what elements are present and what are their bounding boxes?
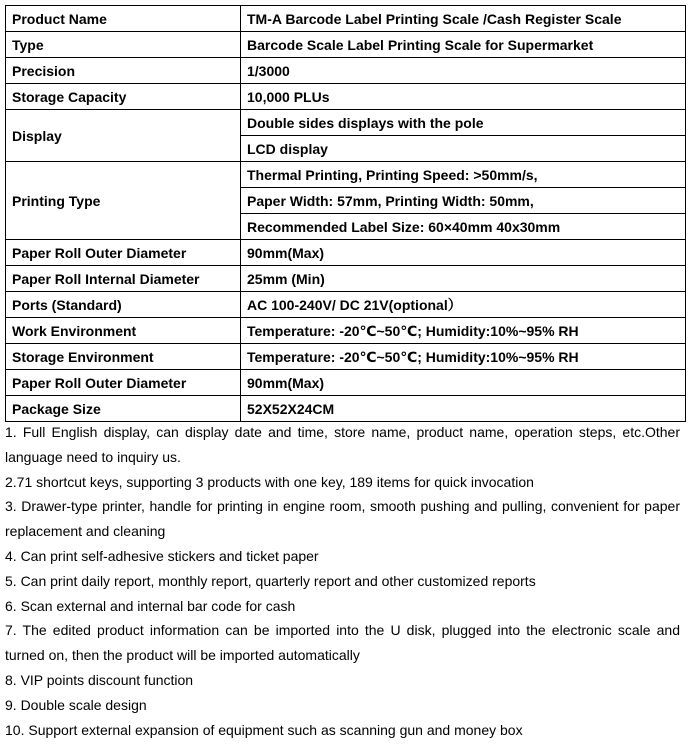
- feature-note: 4. Can print self-adhesive stickers and ticket paper: [5, 547, 319, 564]
- internal-diameter-value: 25mm (Min): [241, 266, 686, 292]
- table-row: [6, 318, 686, 344]
- spec-table: [5, 5, 686, 422]
- storage-environment-value: Temperature: -20℃~50℃; Humidity:10%~95% RH: [241, 344, 686, 370]
- table-row: [6, 110, 686, 136]
- display-value: LCD display: [241, 136, 686, 162]
- display-label: Display: [6, 110, 241, 162]
- table-row: [6, 162, 686, 188]
- internal-diameter-label: Paper Roll Internal Diameter: [6, 266, 241, 292]
- outer-diameter-value: 90mm(Max): [241, 370, 686, 396]
- ports-label: Ports (Standard): [6, 292, 241, 318]
- feature-note: 6. Scan external and internal bar code for cash: [5, 597, 296, 614]
- feature-note: 3. Drawer-type printer, handle for printing in engine room, smooth pushing and pulling, convenient for paper replacement and cleaning: [5, 498, 680, 540]
- type-value: Barcode Scale Label Printing Scale for Supermarket: [241, 32, 686, 58]
- work-environment-value: Temperature: -20℃~50℃; Humidity:10%~95% RH: [241, 318, 686, 344]
- storage-environment-label: Storage Environment: [6, 344, 241, 370]
- product-name-label: Product Name: [6, 6, 241, 32]
- feature-note: 7. The edited product information can be imported into the U disk, plugged into the electronic scale and turned on, then the product will be imported automatically: [5, 622, 680, 664]
- feature-note: 5. Can print daily report, monthly report, quarterly report and other customized reports: [5, 572, 536, 589]
- table-row: [6, 58, 686, 84]
- outer-diameter-label: Paper Roll Outer Diameter: [6, 240, 241, 266]
- table-row: [6, 6, 686, 32]
- ports-value: AC 100-240V/ DC 21V(optional）: [241, 292, 686, 318]
- printing-type-value: Thermal Printing, Printing Speed: >50mm/s,: [241, 162, 686, 188]
- table-row: [6, 32, 686, 58]
- feature-note: 9. Double scale design: [5, 696, 147, 713]
- feature-note: 10. Support external expansion of equipment such as scanning gun and money box: [5, 721, 523, 738]
- table-row: [6, 396, 686, 422]
- printing-type-value: Recommended Label Size: 60×40mm 40x30mm: [241, 214, 686, 240]
- storage-capacity-label: Storage Capacity: [6, 84, 241, 110]
- package-size-value: 52X52X24CM: [241, 396, 686, 422]
- printing-type-value: Paper Width: 57mm, Printing Width: 50mm,: [241, 188, 686, 214]
- feature-note: 2.71 shortcut keys, supporting 3 products with one key, 189 items for quick invocation: [5, 473, 534, 490]
- table-row: [6, 344, 686, 370]
- feature-notes: [5, 420, 680, 742]
- package-size-label: Package Size: [6, 396, 241, 422]
- work-environment-label: Work Environment: [6, 318, 241, 344]
- printing-type-label: Printing Type: [6, 162, 241, 240]
- type-label: Type: [6, 32, 241, 58]
- precision-label: Precision: [6, 58, 241, 84]
- feature-note: 8. VIP points discount function: [5, 671, 194, 688]
- table-row: [6, 240, 686, 266]
- precision-value: 1/3000: [241, 58, 686, 84]
- storage-capacity-value: 10,000 PLUs: [241, 84, 686, 110]
- outer-diameter-value: 90mm(Max): [241, 240, 686, 266]
- table-row: [6, 370, 686, 396]
- table-row: [6, 266, 686, 292]
- table-row: [6, 292, 686, 318]
- outer-diameter-label: Paper Roll Outer Diameter: [6, 370, 241, 396]
- feature-note: 1. Full English display, can display date and time, store name, product name, operation steps, etc.Other language need to inquiry us.: [5, 424, 680, 465]
- display-value: Double sides displays with the pole: [241, 110, 686, 136]
- table-row: [6, 84, 686, 110]
- product-name-value: TM-A Barcode Label Printing Scale /Cash Register Scale: [241, 6, 686, 32]
